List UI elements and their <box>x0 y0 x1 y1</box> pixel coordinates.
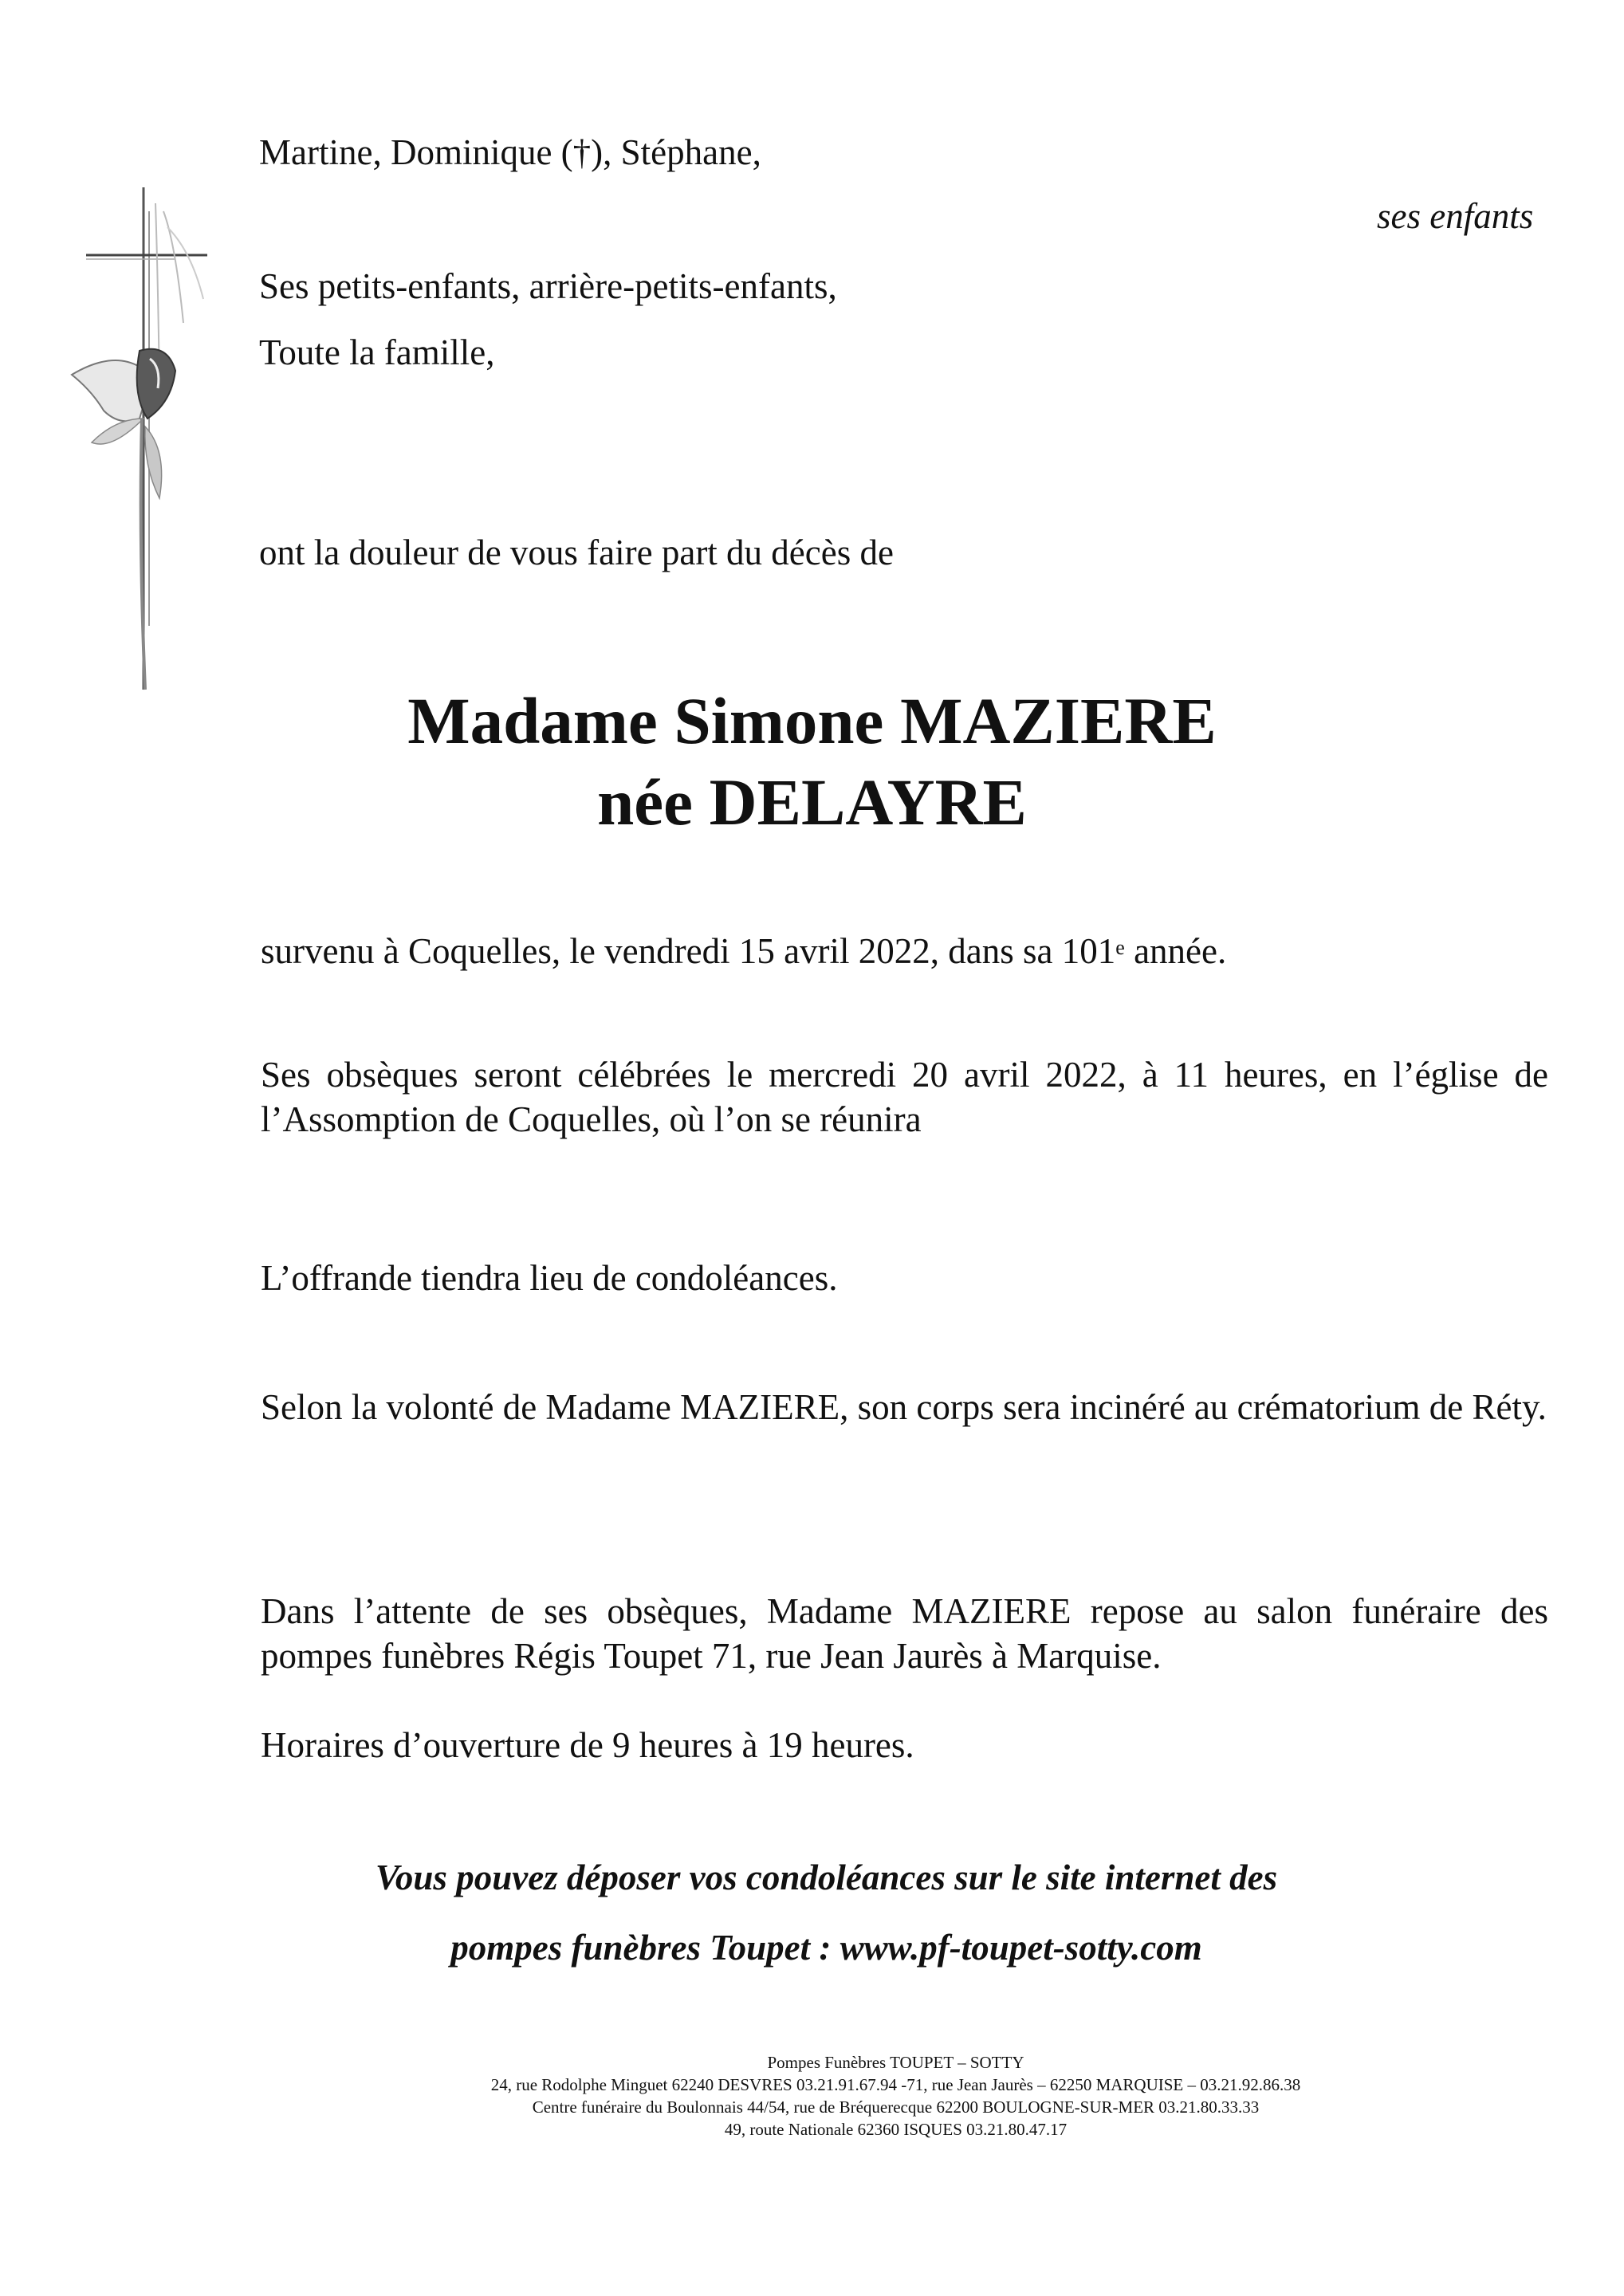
repose-notice: Dans l’attente de ses obsèques, Madame MAZIERE repose au salon funéraire des pompes funèbres Régis Toupet 71, rue Jean Jaurès à Marquise. <box>261 1591 1548 1676</box>
grandchildren-line: Ses petits-enfants, arrière-petits-enfants, <box>259 266 837 306</box>
deceased-name: Madame Simone MAZIERE <box>407 684 1217 757</box>
funeral-details: Ses obsèques seront célébrées le mercredi 20 avril 2022, à 11 heures, en l’église de l’Assomption de Coquelles, où l’on se réunira <box>261 1055 1548 1139</box>
children-names: Martine, Dominique (†), Stéphane, <box>259 132 761 172</box>
condolences-line-1: Vous pouvez déposer vos condoléances sur le site internet des <box>375 1858 1278 1897</box>
cremation-notice: Selon la volonté de Madame MAZIERE, son corps sera incinéré au crématorium de Réty. <box>261 1387 1547 1427</box>
deceased-maiden-name: née DELAYRE <box>597 765 1027 839</box>
condolences-website-line: pompes funèbres Toupet : www.pf-toupet-sotty.com <box>450 1928 1202 1968</box>
announcement-intro: ont la douleur de vous faire part du décès de <box>259 533 894 572</box>
offering-notice: L’offrande tiendra lieu de condoléances. <box>261 1258 838 1298</box>
opening-hours: Horaires d’ouverture de 9 heures à 19 heures. <box>261 1725 914 1765</box>
footer-address-3: 49, route Nationale 62360 ISQUES 03.21.80.47.17 <box>724 2120 1068 2139</box>
footer-company: Pompes Funèbres TOUPET – SOTTY <box>767 2053 1024 2072</box>
footer-address-2: Centre funéraire du Boulonnais 44/54, rue de Bréquerecque 62200 BOULOGNE-SUR-MER 03.21.80.33.33 <box>532 2097 1260 2117</box>
death-details: survenu à Coquelles, le vendredi 15 avril 2022, dans sa 101e année. <box>261 931 1227 971</box>
whole-family-line: Toute la famille, <box>259 332 495 372</box>
children-role-label: ses enfants <box>1377 196 1534 236</box>
footer-address-1: 24, rue Rodolphe Minguet 62240 DESVRES 03.21.91.67.94 -71, rue Jean Jaurès – 62250 MARQUISE – 03.21.92.86.38 <box>490 2075 1301 2094</box>
cross-with-calla-lily-icon <box>56 179 215 694</box>
